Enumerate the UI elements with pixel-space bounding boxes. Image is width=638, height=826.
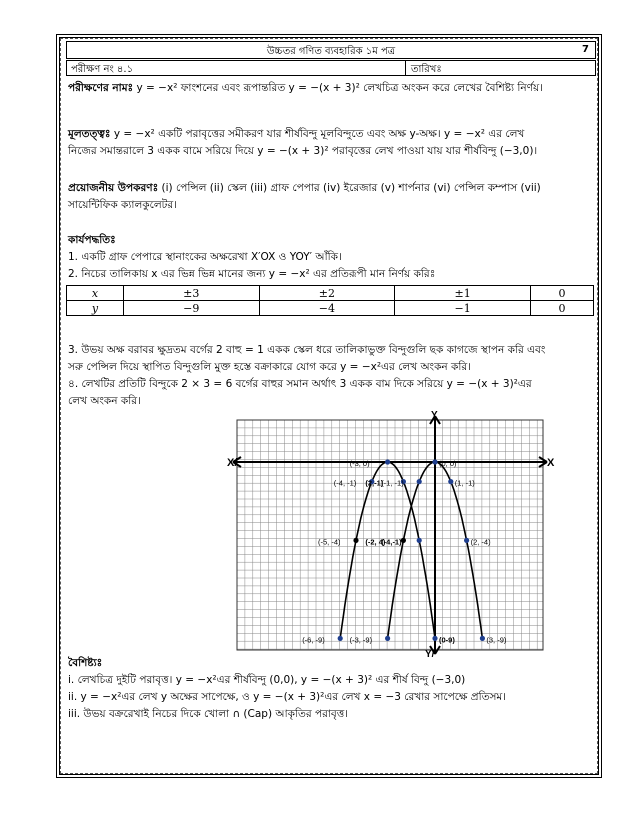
table-cell: −4 (259, 301, 395, 316)
equipment-label: প্রয়োজনীয় উপকরণঃ (68, 182, 159, 194)
y-axis-label: Y (431, 410, 438, 421)
features-label: বৈশিষ্ট্যঃ (68, 657, 103, 669)
graph-point (385, 636, 390, 641)
point-label: (0-9) (439, 635, 455, 645)
experiment-name-label: পরীক্ষণের নামঃ (68, 82, 134, 94)
procedure-label: কার্যপদ্ধতিঃ (68, 234, 116, 246)
point-label: (1, -1) (454, 478, 475, 488)
experiment-number: পরীক্ষণ নং ৪.১ (71, 64, 134, 75)
table-cell: −1 (395, 301, 531, 316)
point-label: (-3, 0) (349, 459, 370, 468)
x-axis-label: X (547, 457, 555, 469)
equipment-line-1: (i) পেন্সিল (ii) স্কেল (iii) গ্রাফ পেপার (iv) ইরেজার (v) শার্পনার (vi) পেন্সিল কম্পাস (vii) (161, 182, 541, 194)
graph-grid (237, 420, 543, 650)
table-header-x: x (67, 286, 124, 301)
equipment-line-2: সায়েন্টিফিক ক্যালকুলেটর। (68, 199, 177, 211)
equipment-section (68, 180, 594, 214)
procedure-steps-3-4 (68, 342, 594, 410)
point-label: (-3, -9) (349, 635, 373, 645)
experiment-name (68, 80, 594, 97)
procedure-step-2: 2. নিচের তালিকায় x এর ভিন্ন ভিন্ন মানের জন্য y = −x² এর প্রতিরূপী মান নির্ণয় করিঃ (68, 268, 436, 280)
graph-point (385, 459, 390, 464)
table-row-y (67, 301, 594, 316)
procedure-step-1: 1. একটি গ্রাফ পেপারে স্থানাংকের অক্ষরেখা X′OX ও YOY′ আঁকি। (68, 251, 342, 263)
procedure-step-4-line-2: লেখ অংকন করি। (68, 395, 141, 407)
procedure-step-3-line-1: 3. উভয় অক্ষ বরাবর ক্ষুদ্রতম বর্গের 2 বাহু = 1 একক স্কেল ধরে তালিকাভুক্ত বিন্দুগুলি ছক কাগজে স্থাপন করি এবং (68, 344, 546, 356)
features-section (68, 655, 594, 723)
graph-point (432, 459, 437, 464)
graph-point (353, 538, 358, 543)
graph-point (417, 538, 422, 543)
theory-line-1: y = −x² একটি পরাবৃত্তের সমীকরণ যার শীর্ষবিন্দু মূলবিন্দুতে এবং অক্ষ y-অক্ষ। y = −x² এর লেখ (113, 128, 525, 140)
point-label: (-5, -4) (318, 537, 341, 547)
point-label: (-6, -9) (302, 635, 325, 645)
table-header-y: y (67, 301, 124, 316)
x-neg-axis-label: X/ (227, 457, 238, 469)
graph-point (480, 636, 485, 641)
feature-iii: iii. উভয় বক্ররেখাই নিচের দিকে খোলা ∩ (Cap) আকৃতির পরাবৃত্ত। (68, 708, 349, 720)
theory-line-2: নিজের সমান্তরালে 3 একক বামে সরিয়ে দিয়ে y = −(x + 3)² পরাবৃত্তের লেখ পাওয়া যায় যার শীর্ষবিন্দু (−3,0)। (68, 145, 538, 157)
table-cell: ±2 (259, 286, 395, 301)
y-neg-axis-label: Y/ (425, 649, 435, 658)
curve-y-neg-x-plus-3-squared (340, 462, 435, 638)
table-cell: 0 (530, 301, 593, 316)
procedure-step-3-line-2: সরু পেন্সিল দিয়ে স্থাপিত বিন্দুগুলি মুক্ত হস্তে বক্রাকারে যোগ করে y = −x²এর লেখ অংকন করি। (68, 361, 471, 373)
point-label: (2,-1) (365, 478, 384, 488)
page-number: 7 (582, 44, 589, 55)
graph-curves (340, 462, 482, 638)
experiment-info-row (66, 60, 596, 76)
values-table (66, 285, 594, 316)
table-cell: ±3 (123, 286, 259, 301)
point-label: (-4,-1) (381, 537, 402, 547)
table-cell: ±1 (395, 286, 531, 301)
parabola-graph (225, 408, 555, 658)
table-row-x (67, 286, 594, 301)
point-label: (-2, 4) (365, 537, 386, 547)
feature-ii: ii. y = −x²এর লেখ y অক্ষের সাপেক্ষে, ও y = −(x + 3)²এর লেখ x = −3 রেখার সাপেক্ষে প্রতিসম। (68, 691, 507, 703)
point-label: (0, 0) (439, 459, 457, 468)
table-cell: −9 (123, 301, 259, 316)
point-label: (-4, -1) (333, 478, 357, 488)
header-title: উচ্চতর গণিত ব্যবহারিক ১ম পত্র (266, 46, 396, 57)
page-header (66, 41, 596, 59)
experiment-name-text: y = −x² ফাংশনের এবং রূপান্তরিত y = −(x + 3)² লেখচিত্র অংকন করে লেখের বৈশিষ্ট্য নির্ণয়। (136, 82, 543, 94)
theory-label: মূলতত্ত্বঃ (68, 128, 111, 140)
graph-point (464, 538, 469, 543)
row-divider (405, 61, 406, 75)
table-cell: 0 (530, 286, 593, 301)
procedure-section (68, 232, 594, 283)
theory-section (68, 126, 594, 160)
procedure-step-4-line-1: ৪. লেখটির প্রতিটি বিন্দুকে 2 × 3 = 6 বর্গের বাহুর সমান অর্থাৎ 3 একক বাম দিকে সরিয়ে y = −(x + 3)²এর (68, 378, 532, 390)
graph-point (417, 479, 422, 484)
point-label: (2, -4) (470, 537, 491, 547)
graph-point (338, 636, 343, 641)
graph-point (448, 479, 453, 484)
point-label: (-1, -1) (381, 478, 404, 488)
feature-i: i. লেখচিত্র দুইটি পরাবৃত্ত। y = −x²এর শীর্ষবিন্দু (0,0), y = −(x + 3)² এর শীর্ষ বিন্দু (−3,0) (68, 674, 466, 686)
date-label: তারিখঃ (411, 64, 442, 75)
point-label: (3, -9) (486, 635, 507, 645)
graph-point (432, 636, 437, 641)
